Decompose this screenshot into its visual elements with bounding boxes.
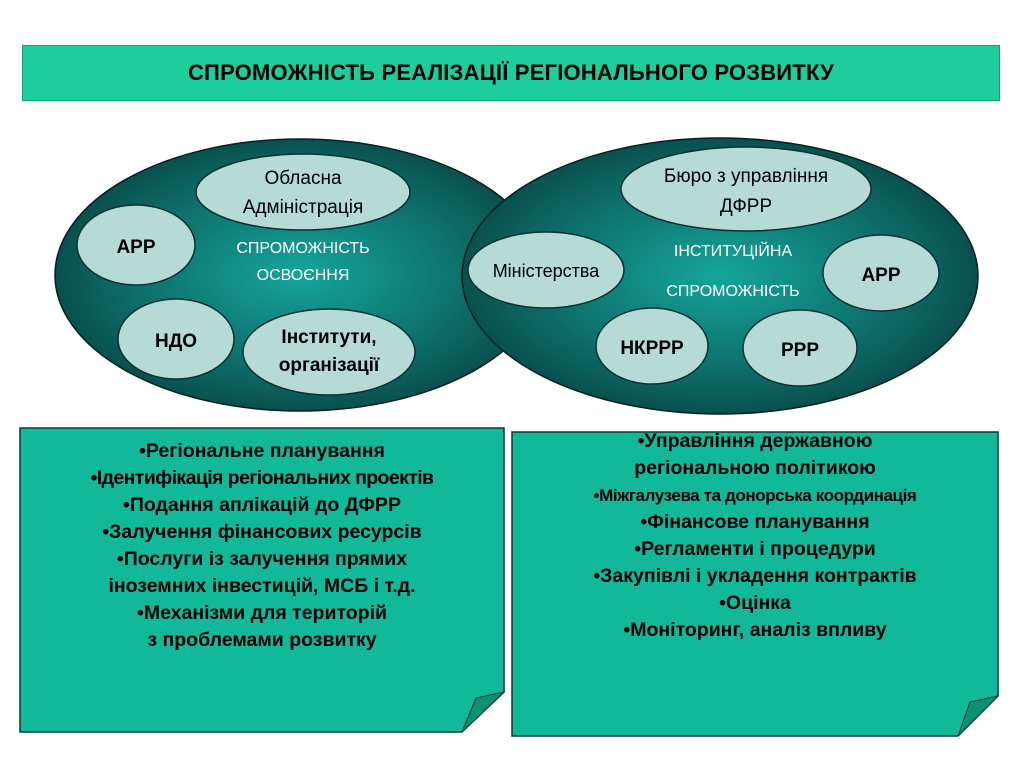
rrr-label: РРР bbox=[780, 340, 820, 361]
right-panel-line: •Оцінка bbox=[719, 592, 791, 614]
bureau-line-1: Бюро з управління bbox=[663, 166, 829, 187]
slide-title: СПРОМОЖНІСТЬ РЕАЛІЗАЦІЇ РЕГІОНАЛЬНОГО РОЗВИТКУ bbox=[187, 60, 835, 85]
right-panel-line: •Міжгалузева та донорська координація bbox=[593, 486, 917, 505]
oblast-admin-line-2: Адміністрація bbox=[242, 197, 364, 218]
right-panel-line: •Фінансове планування bbox=[640, 511, 870, 533]
arr-left-label: АРР bbox=[116, 237, 156, 258]
left-heading-line-1: СПРОМОЖНІСТЬ bbox=[236, 240, 370, 257]
left-panel-line: іноземних інвестицій, МСБ і т.д. bbox=[108, 575, 416, 597]
left-panel-line: •Регіональне планування bbox=[139, 440, 385, 462]
right-panel-line: •Закупівлі і укладення контрактів bbox=[593, 565, 917, 587]
arr-right-label: АРР bbox=[861, 265, 901, 286]
right-heading-line-1: ІНСТИТУЦІЙНА bbox=[673, 243, 793, 260]
left-heading-line-2: ОСВОЄННЯ bbox=[256, 267, 350, 284]
right-heading-line-2: СПРОМОЖНІСТЬ bbox=[666, 283, 800, 300]
left-panel-line: з проблемами розвитку bbox=[147, 629, 377, 651]
right-panel-text bbox=[512, 428, 998, 644]
left-panel-text bbox=[20, 438, 504, 654]
right-panel-line: •Моніторинг, аналіз впливу bbox=[623, 619, 887, 641]
right-panel-line: •Управління державною bbox=[637, 430, 873, 452]
right-panel-line: •Регламенти і процедури bbox=[634, 538, 876, 560]
left-panel-line: •Механізми для територій bbox=[137, 602, 387, 624]
left-panel-line: •Залучення фінансових ресурсів bbox=[102, 521, 422, 543]
institutes-line-1: Інститути, bbox=[281, 327, 377, 348]
right-panel-line: регіональною політикою bbox=[634, 457, 876, 479]
left-panel-line: •Подання аплікацій до ДФРР bbox=[123, 494, 401, 516]
oblast-admin-line-1: Обласна bbox=[264, 168, 342, 189]
bubble-bureau bbox=[621, 147, 871, 231]
nkrrr-label: НКРРР bbox=[620, 338, 684, 359]
ndo-label: НДО bbox=[154, 331, 198, 352]
left-panel-line: •Послуги із залучення прямих bbox=[116, 548, 408, 570]
bubble-oblast-admin bbox=[196, 154, 410, 230]
bubble-institutes bbox=[243, 309, 415, 395]
ministries-label: Міністерства bbox=[492, 261, 600, 281]
left-panel-line: •Ідентифікація регіональних проектів bbox=[90, 467, 434, 489]
institutes-line-2: організації bbox=[278, 355, 380, 376]
bureau-line-2: ДФРР bbox=[719, 196, 773, 217]
